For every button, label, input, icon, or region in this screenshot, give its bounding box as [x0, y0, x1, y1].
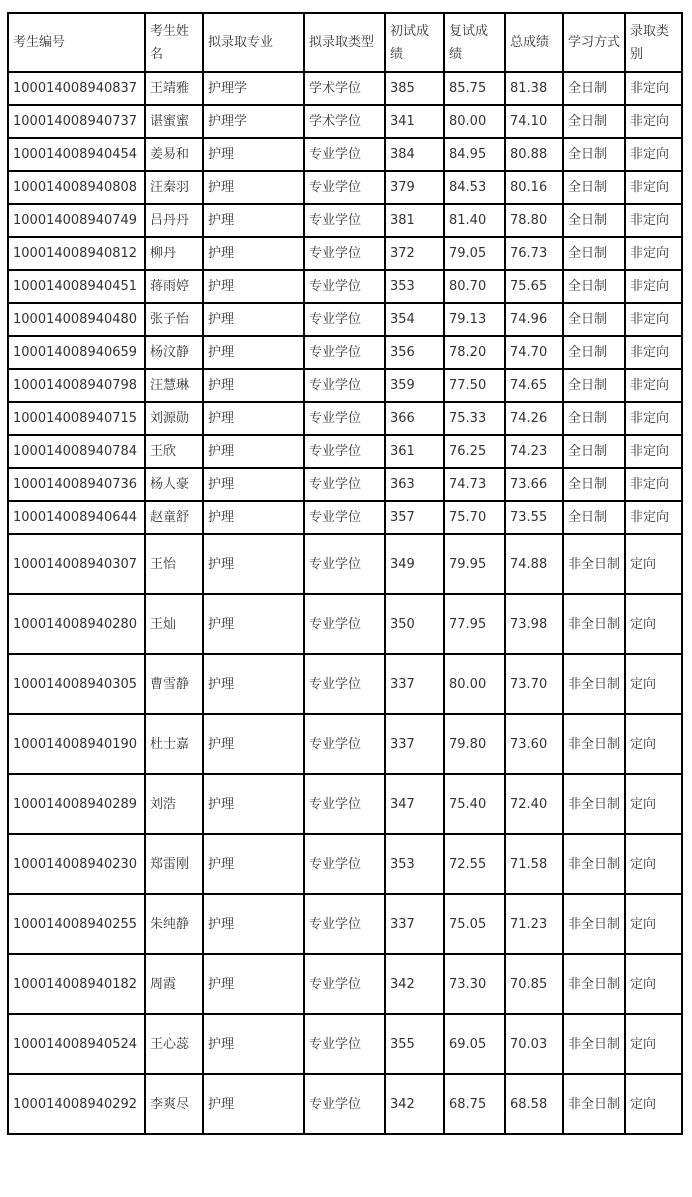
admission-category-cell: 非定向 — [625, 336, 682, 369]
exam-id-cell: 100014008940454 — [8, 138, 145, 171]
admission-category-cell: 非定向 — [625, 435, 682, 468]
exam-id-cell: 100014008940812 — [8, 237, 145, 270]
table-row — [8, 714, 682, 774]
major-cell: 护理 — [203, 594, 304, 654]
name-cell: 汪慧琳 — [145, 369, 203, 402]
admission-type-cell: 专业学位 — [304, 714, 385, 774]
name-cell: 谌蜜蜜 — [145, 105, 203, 138]
initial-score-cell: 372 — [385, 237, 444, 270]
major-cell: 护理 — [203, 774, 304, 834]
initial-score-cell: 385 — [385, 72, 444, 105]
study-mode-cell: 全日制 — [563, 468, 625, 501]
exam-id-cell: 100014008940837 — [8, 72, 145, 105]
study-mode-cell: 全日制 — [563, 435, 625, 468]
name-cell: 柳丹 — [145, 237, 203, 270]
major-cell: 护理 — [203, 468, 304, 501]
admission-category-cell: 定向 — [625, 894, 682, 954]
initial-score-cell: 337 — [385, 894, 444, 954]
initial-score-cell: 379 — [385, 171, 444, 204]
admission-type-cell: 专业学位 — [304, 171, 385, 204]
admission-type-cell: 专业学位 — [304, 1014, 385, 1074]
initial-score-cell: 353 — [385, 270, 444, 303]
table-row — [8, 834, 682, 894]
exam-id-cell: 100014008940715 — [8, 402, 145, 435]
major-cell: 护理 — [203, 435, 304, 468]
name-cell: 王靖雅 — [145, 72, 203, 105]
name-cell: 朱纯静 — [145, 894, 203, 954]
initial-score-cell: 354 — [385, 303, 444, 336]
major-cell: 护理 — [203, 654, 304, 714]
table-row — [8, 369, 682, 402]
exam-id-cell: 100014008940736 — [8, 468, 145, 501]
exam-id-cell: 100014008940292 — [8, 1074, 145, 1134]
retest-score-cell: 81.40 — [444, 204, 505, 237]
major-cell: 护理 — [203, 237, 304, 270]
table-row — [8, 435, 682, 468]
retest-score-cell: 79.05 — [444, 237, 505, 270]
total-score-cell: 74.10 — [505, 105, 563, 138]
header-total-score: 总成绩 — [505, 13, 563, 72]
initial-score-cell: 337 — [385, 654, 444, 714]
admission-type-cell: 专业学位 — [304, 303, 385, 336]
total-score-cell: 73.60 — [505, 714, 563, 774]
initial-score-cell: 353 — [385, 834, 444, 894]
exam-id-cell: 100014008940480 — [8, 303, 145, 336]
total-score-cell: 74.26 — [505, 402, 563, 435]
table-row — [8, 204, 682, 237]
retest-score-cell: 73.30 — [444, 954, 505, 1014]
initial-score-cell: 355 — [385, 1014, 444, 1074]
admission-category-cell: 非定向 — [625, 171, 682, 204]
initial-score-cell: 337 — [385, 714, 444, 774]
name-cell: 姜易和 — [145, 138, 203, 171]
table-row — [8, 138, 682, 171]
exam-id-cell: 100014008940255 — [8, 894, 145, 954]
total-score-cell: 73.70 — [505, 654, 563, 714]
admission-category-cell: 非定向 — [625, 105, 682, 138]
retest-score-cell: 74.73 — [444, 468, 505, 501]
table-row — [8, 171, 682, 204]
table-row — [8, 1014, 682, 1074]
total-score-cell: 70.85 — [505, 954, 563, 1014]
total-score-cell: 72.40 — [505, 774, 563, 834]
total-score-cell: 74.23 — [505, 435, 563, 468]
header-admission-category: 录取类别 — [625, 13, 682, 72]
total-score-cell: 74.88 — [505, 534, 563, 594]
study-mode-cell: 全日制 — [563, 204, 625, 237]
exam-id-cell: 100014008940451 — [8, 270, 145, 303]
table-row — [8, 501, 682, 534]
total-score-cell: 81.38 — [505, 72, 563, 105]
retest-score-cell: 79.80 — [444, 714, 505, 774]
admission-category-cell: 非定向 — [625, 303, 682, 336]
retest-score-cell: 76.25 — [444, 435, 505, 468]
major-cell: 护理 — [203, 1074, 304, 1134]
name-cell: 杜士嘉 — [145, 714, 203, 774]
major-cell: 护理 — [203, 954, 304, 1014]
admission-category-cell: 非定向 — [625, 501, 682, 534]
study-mode-cell: 全日制 — [563, 171, 625, 204]
admission-type-cell: 专业学位 — [304, 594, 385, 654]
admission-type-cell: 专业学位 — [304, 1074, 385, 1134]
study-mode-cell: 非全日制 — [563, 774, 625, 834]
initial-score-cell: 366 — [385, 402, 444, 435]
total-score-cell: 74.65 — [505, 369, 563, 402]
study-mode-cell: 全日制 — [563, 270, 625, 303]
retest-score-cell: 72.55 — [444, 834, 505, 894]
retest-score-cell: 77.95 — [444, 594, 505, 654]
major-cell: 护理学 — [203, 72, 304, 105]
admission-type-cell: 专业学位 — [304, 501, 385, 534]
header-admission-type: 拟录取类型 — [304, 13, 385, 72]
table-row — [8, 270, 682, 303]
retest-score-cell: 75.05 — [444, 894, 505, 954]
total-score-cell: 71.58 — [505, 834, 563, 894]
name-cell: 王怡 — [145, 534, 203, 594]
admission-table — [7, 12, 683, 1135]
initial-score-cell: 347 — [385, 774, 444, 834]
study-mode-cell: 非全日制 — [563, 1074, 625, 1134]
study-mode-cell: 全日制 — [563, 303, 625, 336]
name-cell: 张子怡 — [145, 303, 203, 336]
header-major: 拟录取专业 — [203, 13, 304, 72]
major-cell: 护理 — [203, 270, 304, 303]
initial-score-cell: 381 — [385, 204, 444, 237]
study-mode-cell: 非全日制 — [563, 654, 625, 714]
exam-id-cell: 100014008940230 — [8, 834, 145, 894]
name-cell: 赵童舒 — [145, 501, 203, 534]
table-row — [8, 774, 682, 834]
initial-score-cell: 361 — [385, 435, 444, 468]
name-cell: 刘源勋 — [145, 402, 203, 435]
name-cell: 刘浩 — [145, 774, 203, 834]
admission-type-cell: 学术学位 — [304, 105, 385, 138]
total-score-cell: 68.58 — [505, 1074, 563, 1134]
admission-type-cell: 专业学位 — [304, 435, 385, 468]
admission-category-cell: 非定向 — [625, 270, 682, 303]
name-cell: 杨汶静 — [145, 336, 203, 369]
study-mode-cell: 非全日制 — [563, 834, 625, 894]
name-cell: 杨人豪 — [145, 468, 203, 501]
major-cell: 护理 — [203, 714, 304, 774]
header-initial-score: 初试成绩 — [385, 13, 444, 72]
exam-id-cell: 100014008940644 — [8, 501, 145, 534]
admission-type-cell: 专业学位 — [304, 138, 385, 171]
admission-category-cell: 非定向 — [625, 369, 682, 402]
admission-category-cell: 定向 — [625, 1014, 682, 1074]
retest-score-cell: 80.00 — [444, 654, 505, 714]
name-cell: 王灿 — [145, 594, 203, 654]
table-row — [8, 468, 682, 501]
admission-type-cell: 专业学位 — [304, 654, 385, 714]
admission-type-cell: 专业学位 — [304, 894, 385, 954]
name-cell: 汪秦羽 — [145, 171, 203, 204]
table-header-row — [8, 13, 682, 72]
admission-category-cell: 非定向 — [625, 72, 682, 105]
initial-score-cell: 357 — [385, 501, 444, 534]
retest-score-cell: 84.95 — [444, 138, 505, 171]
major-cell: 护理 — [203, 138, 304, 171]
major-cell: 护理 — [203, 894, 304, 954]
exam-id-cell: 100014008940808 — [8, 171, 145, 204]
table-row — [8, 1074, 682, 1134]
total-score-cell: 76.73 — [505, 237, 563, 270]
table-row — [8, 237, 682, 270]
initial-score-cell: 359 — [385, 369, 444, 402]
admission-category-cell: 定向 — [625, 534, 682, 594]
admission-category-cell: 非定向 — [625, 468, 682, 501]
exam-id-cell: 100014008940190 — [8, 714, 145, 774]
major-cell: 护理 — [203, 204, 304, 237]
study-mode-cell: 非全日制 — [563, 1014, 625, 1074]
name-cell: 蒋雨婷 — [145, 270, 203, 303]
admission-type-cell: 学术学位 — [304, 72, 385, 105]
total-score-cell: 80.88 — [505, 138, 563, 171]
admission-category-cell: 定向 — [625, 654, 682, 714]
study-mode-cell: 非全日制 — [563, 894, 625, 954]
exam-id-cell: 100014008940737 — [8, 105, 145, 138]
admission-type-cell: 专业学位 — [304, 369, 385, 402]
total-score-cell: 78.80 — [505, 204, 563, 237]
exam-id-cell: 100014008940280 — [8, 594, 145, 654]
exam-id-cell: 100014008940182 — [8, 954, 145, 1014]
exam-id-cell: 100014008940524 — [8, 1014, 145, 1074]
retest-score-cell: 68.75 — [444, 1074, 505, 1134]
admission-category-cell: 非定向 — [625, 237, 682, 270]
admission-type-cell: 专业学位 — [304, 237, 385, 270]
study-mode-cell: 全日制 — [563, 369, 625, 402]
table-row — [8, 534, 682, 594]
table-row — [8, 402, 682, 435]
admission-type-cell: 专业学位 — [304, 336, 385, 369]
initial-score-cell: 363 — [385, 468, 444, 501]
major-cell: 护理 — [203, 501, 304, 534]
admission-category-cell: 定向 — [625, 834, 682, 894]
retest-score-cell: 85.75 — [444, 72, 505, 105]
table-row — [8, 954, 682, 1014]
admission-type-cell: 专业学位 — [304, 954, 385, 1014]
header-study-mode: 学习方式 — [563, 13, 625, 72]
table-row — [8, 72, 682, 105]
major-cell: 护理 — [203, 1014, 304, 1074]
initial-score-cell: 342 — [385, 954, 444, 1014]
exam-id-cell: 100014008940784 — [8, 435, 145, 468]
table-row — [8, 594, 682, 654]
retest-score-cell: 84.53 — [444, 171, 505, 204]
exam-id-cell: 100014008940289 — [8, 774, 145, 834]
initial-score-cell: 350 — [385, 594, 444, 654]
exam-id-cell: 100014008940659 — [8, 336, 145, 369]
exam-id-cell: 100014008940749 — [8, 204, 145, 237]
admission-type-cell: 专业学位 — [304, 534, 385, 594]
admission-category-cell: 非定向 — [625, 138, 682, 171]
retest-score-cell: 75.40 — [444, 774, 505, 834]
table-row — [8, 654, 682, 714]
admission-table-container — [7, 12, 683, 1135]
admission-category-cell: 定向 — [625, 594, 682, 654]
admission-type-cell: 专业学位 — [304, 468, 385, 501]
study-mode-cell: 全日制 — [563, 72, 625, 105]
total-score-cell: 74.96 — [505, 303, 563, 336]
initial-score-cell: 356 — [385, 336, 444, 369]
admission-category-cell: 定向 — [625, 954, 682, 1014]
header-retest-score: 复试成绩 — [444, 13, 505, 72]
table-body — [8, 72, 682, 1134]
total-score-cell: 80.16 — [505, 171, 563, 204]
initial-score-cell: 341 — [385, 105, 444, 138]
major-cell: 护理 — [203, 534, 304, 594]
study-mode-cell: 非全日制 — [563, 954, 625, 1014]
admission-type-cell: 专业学位 — [304, 270, 385, 303]
name-cell: 李爽尽 — [145, 1074, 203, 1134]
total-score-cell: 73.98 — [505, 594, 563, 654]
admission-category-cell: 非定向 — [625, 402, 682, 435]
major-cell: 护理 — [203, 336, 304, 369]
total-score-cell: 74.70 — [505, 336, 563, 369]
name-cell: 吕丹丹 — [145, 204, 203, 237]
initial-score-cell: 342 — [385, 1074, 444, 1134]
study-mode-cell: 全日制 — [563, 402, 625, 435]
major-cell: 护理 — [203, 834, 304, 894]
admission-category-cell: 定向 — [625, 1074, 682, 1134]
name-cell: 郑雷刚 — [145, 834, 203, 894]
exam-id-cell: 100014008940798 — [8, 369, 145, 402]
major-cell: 护理 — [203, 303, 304, 336]
total-score-cell: 71.23 — [505, 894, 563, 954]
exam-id-cell: 100014008940305 — [8, 654, 145, 714]
admission-type-cell: 专业学位 — [304, 402, 385, 435]
total-score-cell: 73.66 — [505, 468, 563, 501]
admission-type-cell: 专业学位 — [304, 774, 385, 834]
major-cell: 护理学 — [203, 105, 304, 138]
total-score-cell: 75.65 — [505, 270, 563, 303]
name-cell: 王心蕊 — [145, 1014, 203, 1074]
major-cell: 护理 — [203, 171, 304, 204]
table-row — [8, 336, 682, 369]
study-mode-cell: 非全日制 — [563, 534, 625, 594]
study-mode-cell: 全日制 — [563, 336, 625, 369]
study-mode-cell: 非全日制 — [563, 594, 625, 654]
table-row — [8, 894, 682, 954]
major-cell: 护理 — [203, 369, 304, 402]
retest-score-cell: 79.13 — [444, 303, 505, 336]
retest-score-cell: 78.20 — [444, 336, 505, 369]
study-mode-cell: 非全日制 — [563, 714, 625, 774]
header-name: 考生姓名 — [145, 13, 203, 72]
retest-score-cell: 80.70 — [444, 270, 505, 303]
initial-score-cell: 384 — [385, 138, 444, 171]
study-mode-cell: 全日制 — [563, 501, 625, 534]
retest-score-cell: 77.50 — [444, 369, 505, 402]
major-cell: 护理 — [203, 402, 304, 435]
retest-score-cell: 69.05 — [444, 1014, 505, 1074]
admission-category-cell: 定向 — [625, 774, 682, 834]
retest-score-cell: 79.95 — [444, 534, 505, 594]
admission-category-cell: 非定向 — [625, 204, 682, 237]
admission-type-cell: 专业学位 — [304, 834, 385, 894]
study-mode-cell: 全日制 — [563, 237, 625, 270]
initial-score-cell: 349 — [385, 534, 444, 594]
table-row — [8, 303, 682, 336]
study-mode-cell: 全日制 — [563, 138, 625, 171]
study-mode-cell: 全日制 — [563, 105, 625, 138]
name-cell: 周霞 — [145, 954, 203, 1014]
admission-category-cell: 定向 — [625, 714, 682, 774]
retest-score-cell: 80.00 — [444, 105, 505, 138]
name-cell: 曹雪静 — [145, 654, 203, 714]
total-score-cell: 70.03 — [505, 1014, 563, 1074]
exam-id-cell: 100014008940307 — [8, 534, 145, 594]
table-row — [8, 105, 682, 138]
retest-score-cell: 75.33 — [444, 402, 505, 435]
admission-type-cell: 专业学位 — [304, 204, 385, 237]
total-score-cell: 73.55 — [505, 501, 563, 534]
name-cell: 王欣 — [145, 435, 203, 468]
retest-score-cell: 75.70 — [444, 501, 505, 534]
header-exam-id: 考生编号 — [8, 13, 145, 72]
